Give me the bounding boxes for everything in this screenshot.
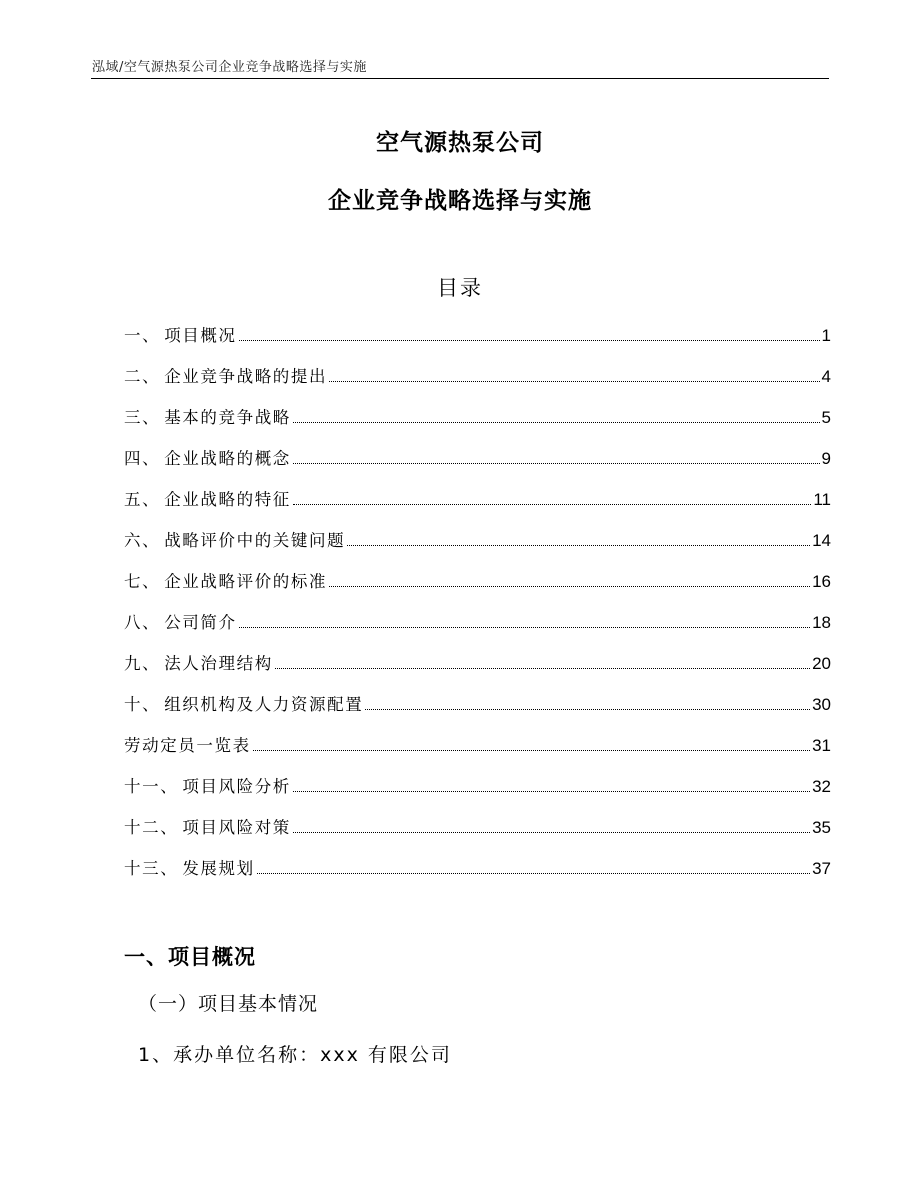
toc-heading: 目录 <box>437 276 483 300</box>
toc-entry-number: 八、 <box>124 613 161 632</box>
toc-entry[interactable] <box>124 650 831 691</box>
toc-entry-number: 十、 <box>124 695 161 714</box>
toc-entry-number: 十二、 <box>124 818 179 837</box>
toc-entry[interactable] <box>124 404 831 445</box>
toc-entry-title: 企业竞争战略的提出 <box>164 367 328 386</box>
toc-entry-title: 企业战略的特征 <box>164 490 291 509</box>
toc-entry-title: 企业战略的概念 <box>164 449 291 468</box>
document-title-line1: 空气源热泵公司 <box>376 130 544 156</box>
toc-entry-page: 16 <box>812 572 831 591</box>
toc-entry-page: 30 <box>812 695 831 714</box>
toc-entry-page: 11 <box>813 490 831 509</box>
toc-entry[interactable] <box>124 527 831 568</box>
document-title-line2: 企业竞争战略选择与实施 <box>328 188 592 214</box>
toc-dot-leader <box>365 709 810 710</box>
toc-entry-page: 20 <box>812 654 831 673</box>
toc-entry-page: 37 <box>812 859 831 878</box>
toc-entry-page: 5 <box>821 408 831 427</box>
toc-entry-number: 三、 <box>124 408 161 427</box>
toc-dot-leader <box>293 832 810 833</box>
toc-entry[interactable] <box>124 855 831 896</box>
toc-entry-title: 公司简介 <box>164 613 237 632</box>
toc-dot-leader <box>275 668 810 669</box>
toc-entry-title: 项目概况 <box>164 326 237 345</box>
toc-entry-number: 七、 <box>124 572 161 591</box>
toc-entry-page: 32 <box>812 777 831 796</box>
table-of-contents <box>124 322 831 896</box>
toc-entry[interactable] <box>124 445 831 486</box>
toc-dot-leader <box>239 627 810 628</box>
toc-entry-number: 九、 <box>124 654 161 673</box>
toc-dot-leader <box>253 750 810 751</box>
toc-entry-number: 十三、 <box>124 859 179 878</box>
toc-dot-leader <box>293 791 810 792</box>
toc-entry[interactable] <box>124 568 831 609</box>
toc-entry-title: 项目风险对策 <box>182 818 291 837</box>
toc-entry-page: 35 <box>812 818 831 837</box>
toc-entry[interactable] <box>124 363 831 404</box>
toc-entry-title: 法人治理结构 <box>164 654 273 673</box>
toc-entry[interactable] <box>124 732 831 773</box>
toc-entry-title: 战略评价中的关键问题 <box>164 531 346 550</box>
subsection-heading: （一）项目基本情况 <box>138 993 319 1015</box>
toc-entry-number: 四、 <box>124 449 161 468</box>
toc-entry[interactable] <box>124 773 831 814</box>
toc-entry-page: 1 <box>821 326 831 345</box>
toc-entry[interactable] <box>124 486 831 527</box>
toc-entry[interactable] <box>124 814 831 855</box>
toc-entry-title: 基本的竞争战略 <box>164 408 291 427</box>
toc-entry-page: 31 <box>812 736 831 755</box>
toc-entry-page: 14 <box>812 531 831 550</box>
toc-entry-title: 劳动定员一览表 <box>124 736 251 755</box>
toc-entry-title: 企业战略评价的标准 <box>164 572 328 591</box>
toc-entry-number: 二、 <box>124 367 161 386</box>
toc-dot-leader <box>329 381 819 382</box>
running-header: 泓域/空气源热泵公司企业竞争战略选择与实施 <box>92 60 367 75</box>
toc-entry-title: 发展规划 <box>182 859 255 878</box>
toc-entry-title: 项目风险分析 <box>182 777 291 796</box>
toc-dot-leader <box>329 586 810 587</box>
toc-entry[interactable] <box>124 691 831 732</box>
toc-dot-leader <box>257 873 810 874</box>
toc-dot-leader <box>293 422 820 423</box>
toc-entry-page: 18 <box>812 613 831 632</box>
header-divider <box>91 78 829 79</box>
toc-dot-leader <box>293 504 811 505</box>
section-heading: 一、项目概况 <box>124 945 256 969</box>
toc-entry-page: 9 <box>821 449 831 468</box>
toc-entry[interactable] <box>124 609 831 650</box>
toc-entry-page: 4 <box>821 367 831 386</box>
toc-dot-leader <box>347 545 810 546</box>
body-text-line: 1、承办单位名称：xxx 有限公司 <box>138 1044 452 1066</box>
toc-entry-number: 五、 <box>124 490 161 509</box>
toc-entry[interactable] <box>124 322 831 363</box>
toc-entry-title: 组织机构及人力资源配置 <box>164 695 364 714</box>
toc-dot-leader <box>239 340 820 341</box>
toc-entry-number: 一、 <box>124 326 161 345</box>
toc-entry-number: 六、 <box>124 531 161 550</box>
toc-dot-leader <box>293 463 820 464</box>
toc-entry-number: 十一、 <box>124 777 179 796</box>
